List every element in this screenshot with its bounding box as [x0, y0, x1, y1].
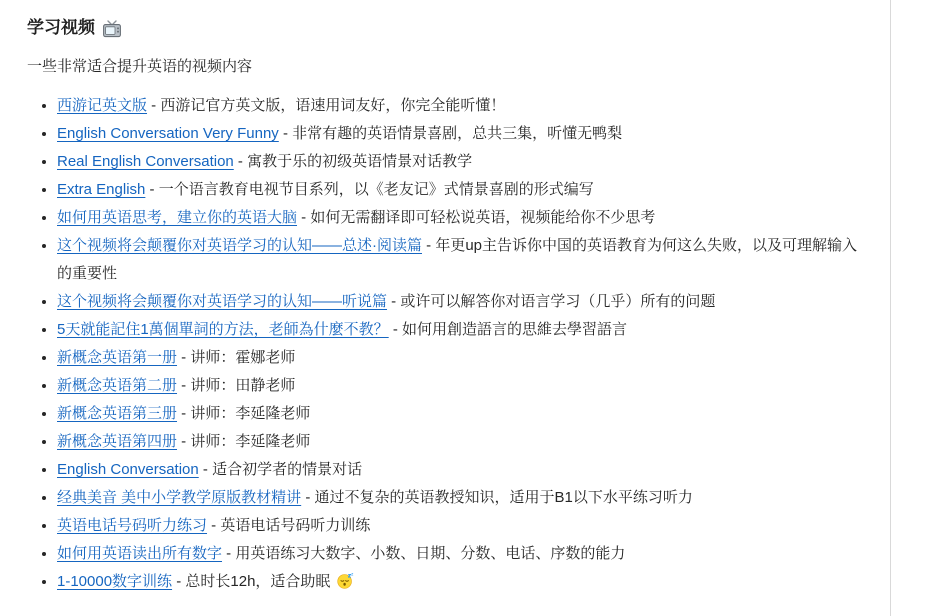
video-link[interactable]: 如何用英语读出所有数字	[57, 545, 223, 562]
video-link[interactable]: 1-10000数字训练	[57, 573, 173, 590]
video-link[interactable]: 新概念英语第一册	[57, 349, 178, 366]
page-subtitle: 一些非常适合提升英语的视频内容	[27, 58, 253, 75]
list-item	[57, 568, 867, 596]
video-link[interactable]: English Conversation Very Funny	[57, 125, 279, 142]
video-description: - 用英语练习大数字、小数、日期、分数、电话、序数的能力	[222, 545, 626, 562]
list-item	[57, 148, 867, 176]
video-description: - 讲师：霍娜老师	[177, 349, 296, 366]
tv-icon	[102, 20, 122, 38]
video-description: - 年更up主告诉你中国的英语教育为何这么失败，以及可理解输入的重要性	[57, 237, 858, 282]
list-item	[57, 372, 867, 400]
video-link[interactable]: 新概念英语第三册	[57, 405, 178, 422]
video-description: - 总时长12h，适合助眠	[172, 573, 335, 590]
video-description: - 讲师：田静老师	[177, 377, 296, 394]
list-item	[57, 92, 867, 120]
list-item	[57, 428, 867, 456]
video-link[interactable]: 英语电话号码听力练习	[57, 517, 208, 534]
vertical-divider	[890, 0, 891, 616]
svg-text:z: z	[347, 572, 351, 580]
video-description: - 讲师：李延隆老师	[177, 405, 311, 422]
video-link[interactable]: 这个视频将会颠覆你对英语学习的认知——听说篇	[57, 293, 388, 310]
video-description: - 如何用創造語言的思維去學習語言	[388, 321, 628, 338]
video-description: - 通过不复杂的英语教授知识，适用于B1以下水平练习听力	[301, 489, 693, 506]
list-item	[57, 120, 867, 148]
video-link[interactable]: 新概念英语第四册	[57, 433, 178, 450]
video-list	[27, 92, 915, 596]
list-item	[57, 176, 867, 204]
list-item	[57, 316, 867, 344]
video-description: - 讲师：李延隆老师	[177, 433, 311, 450]
list-item	[57, 232, 867, 288]
video-description: - 寓教于乐的初级英语情景对话教学	[233, 153, 473, 170]
svg-text:z: z	[350, 572, 353, 577]
list-item	[57, 400, 867, 428]
list-item	[57, 344, 867, 372]
video-description: - 适合初学者的情景对话	[198, 461, 363, 478]
video-description: - 西游记官方英文版，语速用词友好，你完全能听懂！	[147, 97, 506, 114]
video-description: - 非常有趣的英语情景喜剧，总共三集，听懂无鸭梨	[278, 125, 623, 142]
list-item	[57, 204, 867, 232]
list-item	[57, 540, 867, 568]
video-link[interactable]: 5天就能記住1萬個單詞的方法，老師為什麼不教？	[57, 321, 389, 338]
video-description: - 英语电话号码听力训练	[207, 517, 371, 534]
video-link[interactable]: Real English Conversation	[57, 153, 234, 170]
page-title-text: 学习视频	[27, 18, 95, 37]
video-description: - 一个语言教育电视节目系列，以《老友记》式情景喜剧的形式编写	[145, 181, 594, 198]
video-description: - 如何无需翻译即可轻松说英语，视频能给你不少思考	[297, 209, 656, 226]
list-item	[57, 456, 867, 484]
video-link[interactable]: 新概念英语第二册	[57, 377, 178, 394]
video-description: - 或许可以解答你对语言学习（几乎）所有的问题	[387, 293, 716, 310]
page-title	[27, 16, 929, 40]
list-item	[57, 288, 867, 316]
video-link[interactable]: 如何用英语思考，建立你的英语大脑	[57, 209, 298, 226]
video-link[interactable]: 这个视频将会颠覆你对英语学习的认知——总述·阅读篇	[57, 237, 422, 254]
sleeping-face-icon	[337, 572, 354, 589]
list-item	[57, 512, 867, 540]
video-link[interactable]: Extra English	[57, 181, 146, 198]
list-item	[57, 484, 867, 512]
video-link[interactable]: 西游记英文版	[57, 97, 148, 114]
video-link[interactable]: 经典美音 美中小学教学原版教材精讲	[57, 489, 302, 506]
video-link[interactable]: English Conversation	[57, 461, 199, 478]
